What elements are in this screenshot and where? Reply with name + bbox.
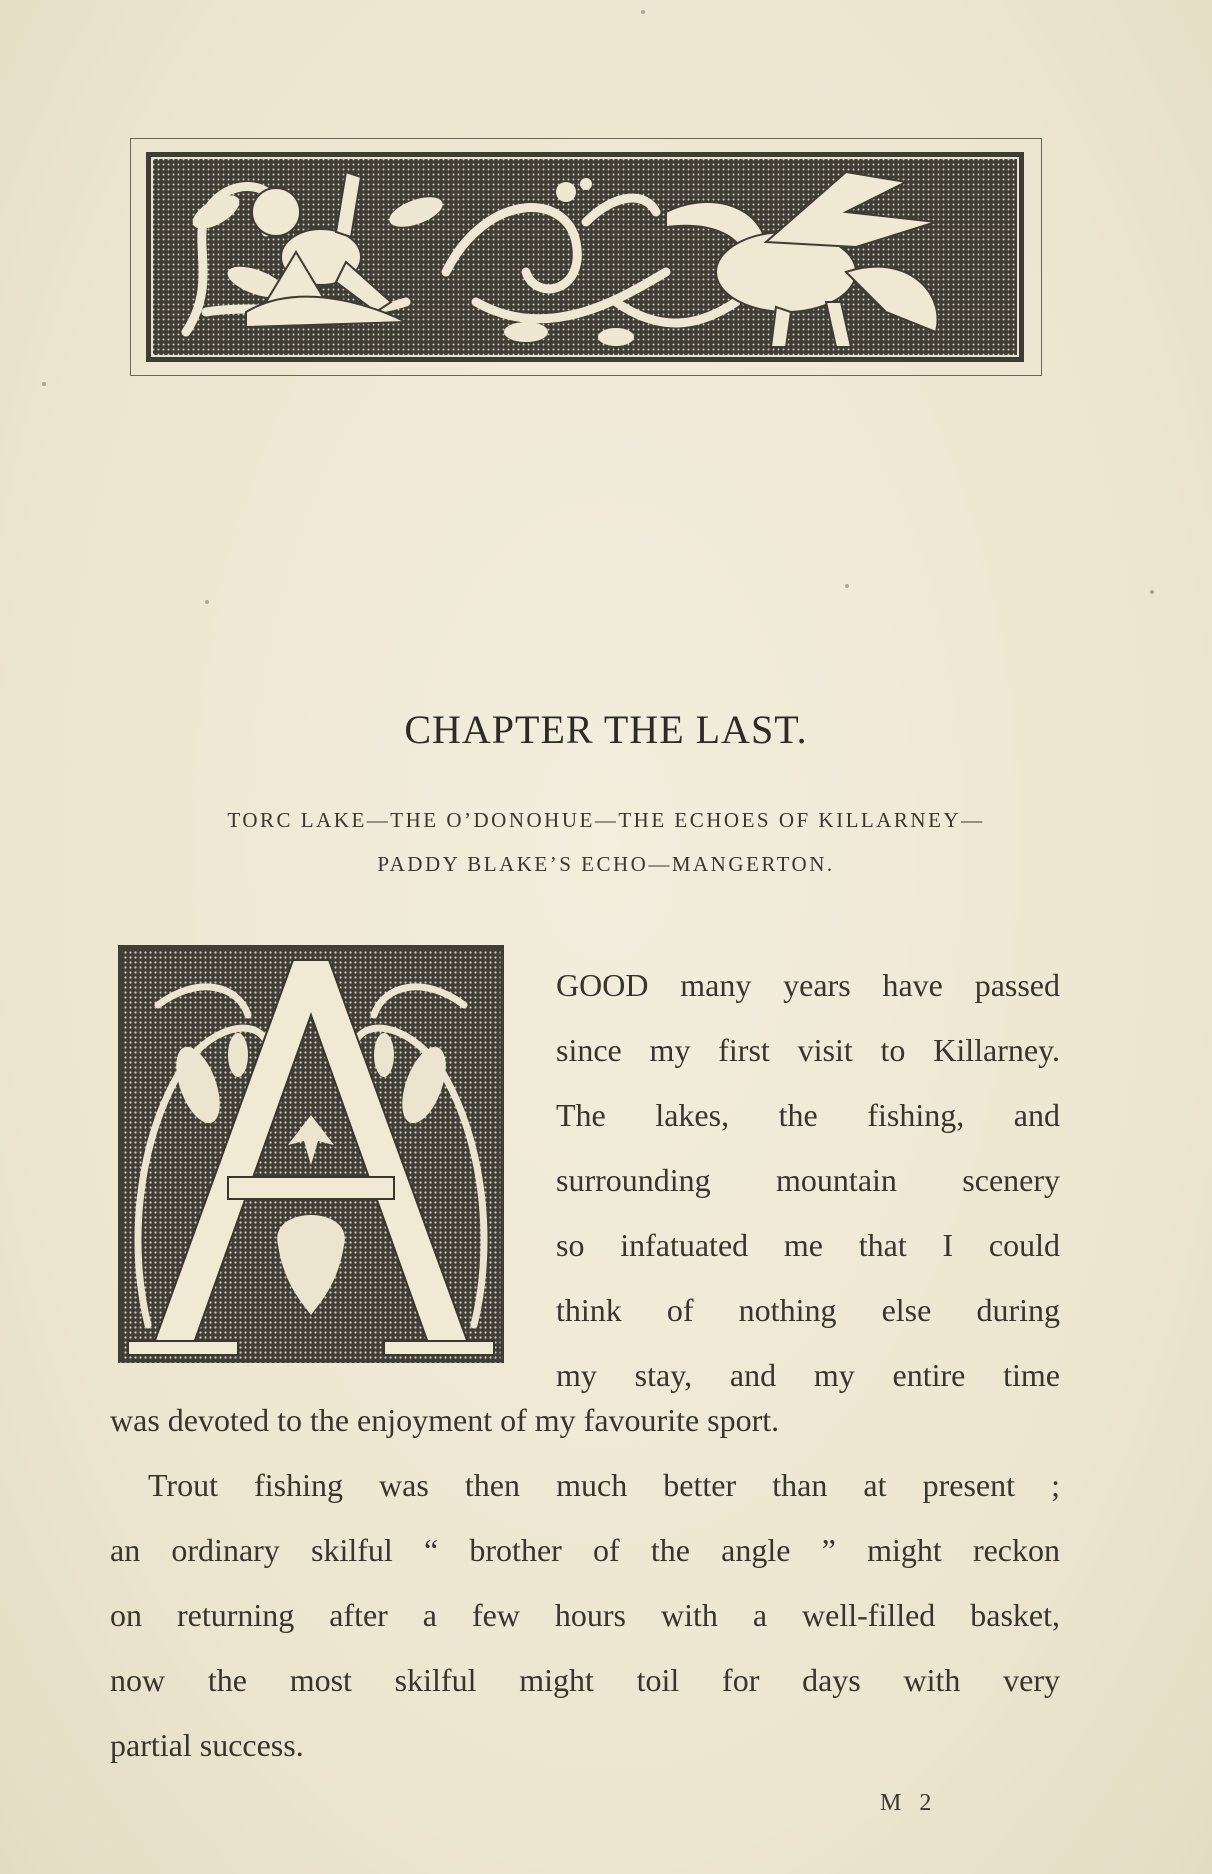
text-line-5: so infatuated me that I could (556, 1227, 1060, 1263)
headpiece-ornament (146, 152, 1024, 362)
text-line-3: The lakes, the fishing, and (556, 1097, 1060, 1133)
text-line-6: think of nothing else during (556, 1292, 1060, 1328)
text-line-10: an ordinary skilful “ brother of the angle ” might reckon (110, 1532, 1060, 1568)
text-line-12: now the most skilful might toil for days with very (110, 1662, 1060, 1698)
chapter-subtitle-line-2: PADDY BLAKE’S ECHO—MANGERTON. (377, 852, 835, 876)
text-line-11: on returning after a few hours with a well-filled basket, (110, 1597, 1060, 1633)
text-line-2: since my first visit to Killarney. (556, 1032, 1060, 1068)
text-line-9: Trout fishing was then much better than at present ; (148, 1467, 1060, 1503)
text-line-4: surrounding mountain scenery (556, 1162, 1060, 1198)
text-line-7: my stay, and my entire time (556, 1357, 1060, 1393)
text-line-13: partial success. (110, 1727, 304, 1763)
signature-mark: M 2 (880, 1790, 938, 1816)
chapter-title: CHAPTER THE LAST. (404, 707, 808, 752)
text-line-1: GOOD many years have passed (556, 967, 1060, 1003)
text-line-8: was devoted to the enjoyment of my favourite sport. (110, 1402, 780, 1438)
decorated-initial-letter (118, 945, 504, 1363)
chapter-subtitle-line-1: TORC LAKE—THE O’DONOHUE—THE ECHOES OF KILLARNEY— (227, 808, 985, 832)
